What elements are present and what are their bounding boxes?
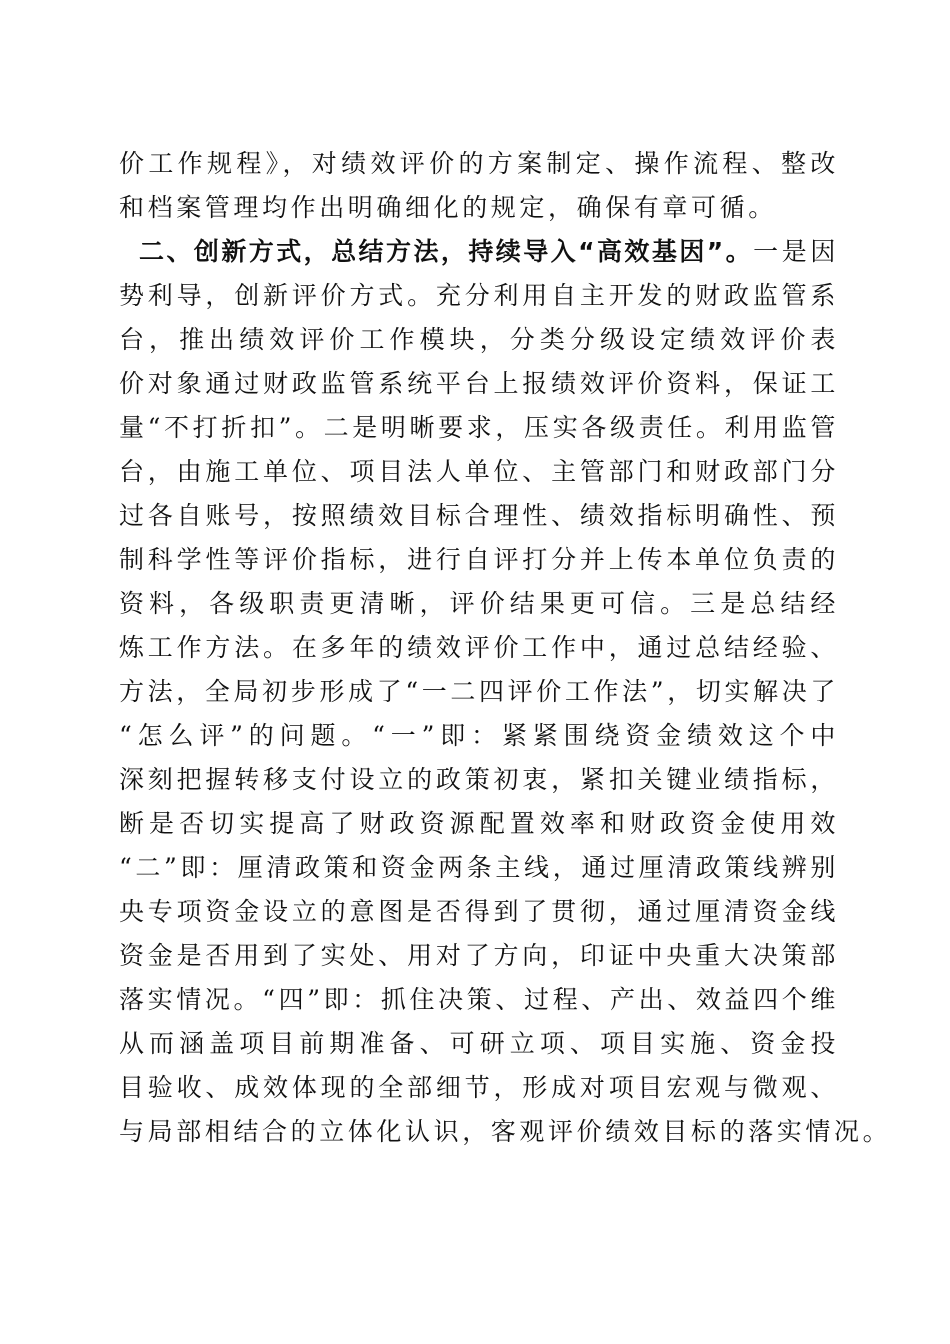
paragraph-1-line: 价工作规程》，对绩效评价的方案制定、操作流程、整改 (119, 149, 839, 178)
paragraph-2-line: 落实情况。“四”即：抓住决策、过程、产出、效益四个维 (119, 985, 839, 1014)
paragraph-2-line: 与局部相结合的立体化认识，客观评价绩效目标的落实情况。 (119, 1117, 892, 1146)
paragraph-2-line: 台，推出绩效评价工作模块，分类分级设定绩效评价表 (119, 325, 839, 354)
paragraph-2-line: 方法，全局初步形成了“一二四评价工作法”，切实解决了 (119, 677, 839, 706)
paragraph-2-line: 目验收、成效体现的全部细节，形成对项目宏观与微观、 (119, 1073, 839, 1102)
paragraph-2-line: 价对象通过财政监管系统平台上报绩效评价资料，保证工 (119, 369, 839, 398)
paragraph-2-line: “怎么评”的问题。“一”即：紧紧围绕资金绩效这个中 (119, 721, 839, 750)
paragraph-2-line: 从而涵盖项目前期准备、可研立项、项目实施、资金投 (119, 1029, 839, 1058)
paragraph-2-line: 势利导，创新评价方式。充分利用自主开发的财政监管系 (119, 281, 839, 310)
paragraph-2-line: 资金是否用到了实处、用对了方向，印证中央重大决策部 (119, 941, 839, 970)
paragraph-2-line: 炼工作方法。在多年的绩效评价工作中，通过总结经验、 (119, 633, 839, 662)
paragraph-2-line: 央专项资金设立的意图是否得到了贯彻，通过厘清资金线 (119, 897, 839, 926)
paragraph-2-line: 制科学性等评价指标，进行自评打分并上传本单位负责的 (119, 545, 839, 574)
paragraph-2-line: 过各自账号，按照绩效目标合理性、绩效指标明确性、预 (119, 501, 839, 530)
paragraph-2-line: 断是否切实提高了财政资源配置效率和财政资金使用效 (119, 809, 839, 838)
paragraph-2-line: 量“不打折扣”。二是明晰要求，压实各级责任。利用监管 (119, 413, 839, 442)
paragraph-2-line: 深刻把握转移支付设立的政策初衷，紧扣关键业绩指标， (119, 765, 839, 794)
paragraph-1-line: 和档案管理均作出明确细化的规定，确保有章可循。 (119, 193, 777, 222)
section-heading-line (119, 230, 839, 274)
document-body (119, 142, 892, 1154)
paragraph-2-line: “二”即：厘清政策和资金两条主线，通过厘清政策线辨别 (119, 853, 839, 882)
section-first-line-rest: 一是因 (753, 237, 839, 266)
section-heading: 二、创新方式，总结方法，持续导入“高效基因”。 (139, 237, 754, 266)
paragraph-2-line: 台，由施工单位、项目法人单位、主管部门和财政部门分 (119, 457, 839, 486)
paragraph-2-line: 资料，各级职责更清晰，评价结果更可信。三是总结经 (119, 589, 839, 618)
